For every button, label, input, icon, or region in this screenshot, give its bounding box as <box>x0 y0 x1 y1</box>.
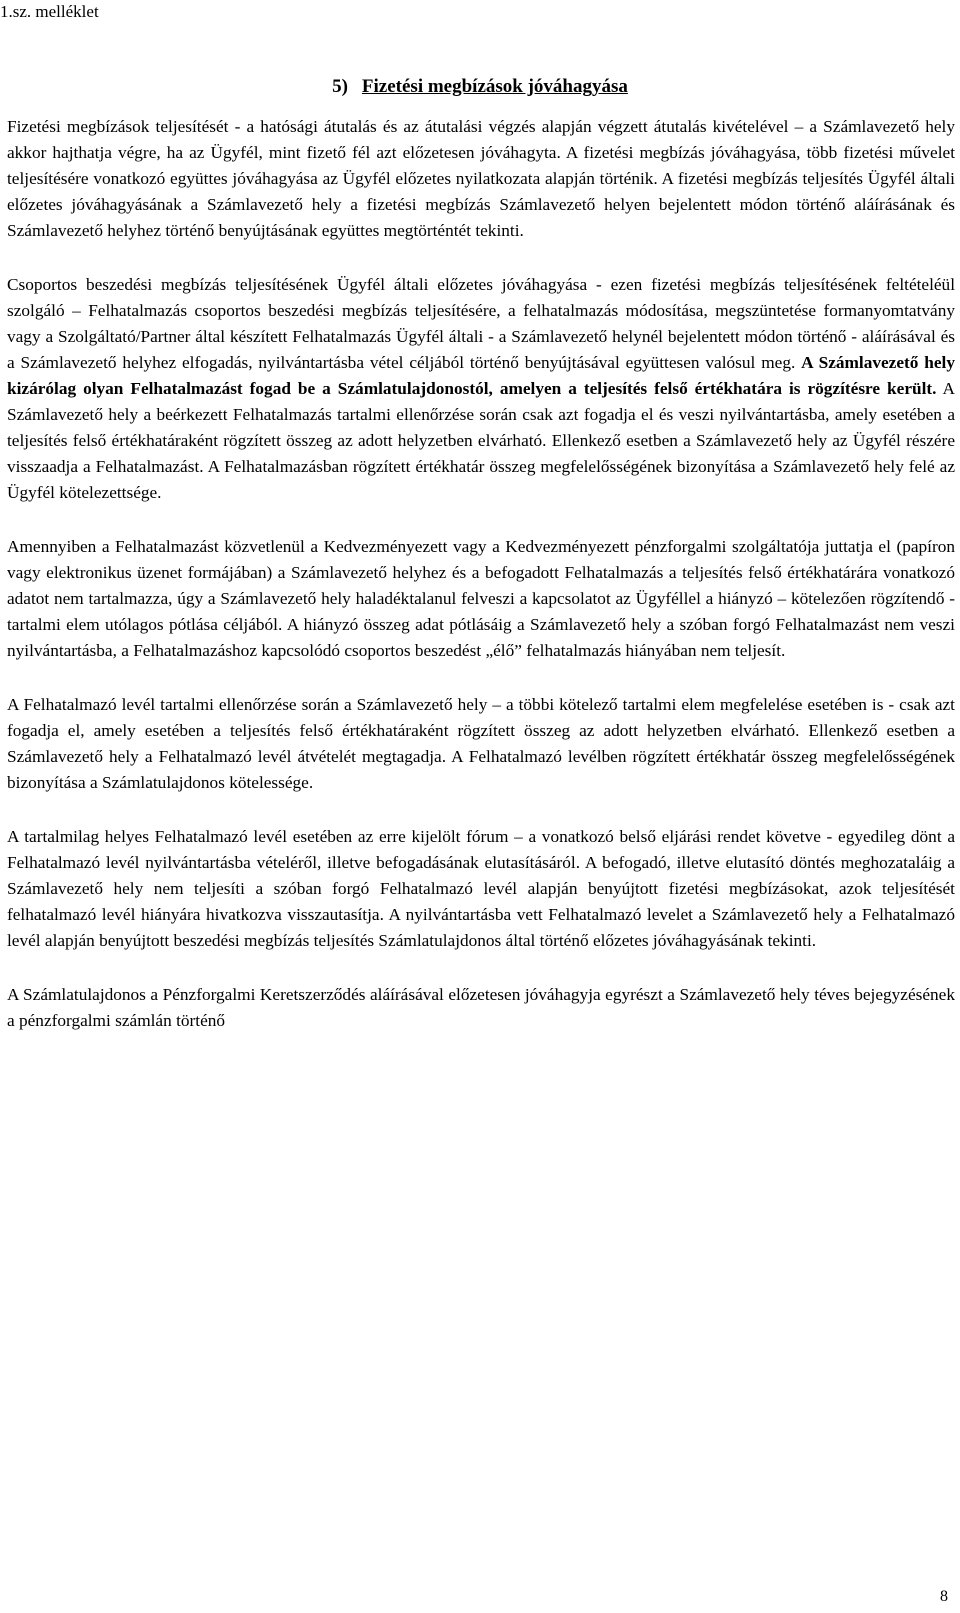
header-note: 1.sz. melléklet <box>0 2 99 21</box>
paragraph-framework-agreement <box>7 982 955 1034</box>
paragraph-beneficiary-authorization <box>7 534 955 664</box>
paragraph-text: Csoportos beszedési megbízás teljesítésének Ügyfél általi előzetes jóváhagyása - ezen fizetési megbízás teljesítésének feltételéül szolgáló – Felhatalmazás csoportos beszedési megbízás teljesítésére, a felhatalmazás módosítása, megszüntetése formanyomtatvány vagy a Szolgáltató/Partner által készített Felhatalmazás Ügyfél általi - a Számlavezető helynél bejelentett módon történő - aláírásával és a Számlavezető helyhez elfogadás, nyilvántartásba vétel céljából történő benyújtásával együttesen valósul meg. <box>7 275 955 372</box>
section-title <box>0 75 960 99</box>
paragraph-text: A Számlatulajdonos a Pénzforgalmi Keretszerződés aláírásával előzetesen jóváhagyja egyrészt a Számlavezető hely téves bejegyzésének a pénzforgalmi számlán történő <box>7 985 955 1030</box>
document-body <box>7 114 955 1062</box>
paragraph-text: A tartalmilag helyes Felhatalmazó levél esetében az erre kijelölt fórum – a vonatkozó belső eljárási rendet követve - egyedileg dönt a Felhatalmazó levél nyilvántartásba vételéről, illetve befogadásának elutasításáról. A befogadó, illetve elutasító döntés meghozataláig a Számlavezető hely nem teljesíti a szóban forgó Felhatalmazó levél alapján benyújtott fizetési megbízásokat, azok teljesítését felhatalmazó levél hiányára hivatkozva visszautasítja. A nyilvántartásba vett Felhatalmazó levelet a Számlavezető hely a Felhatalmazó levél alapján benyújtott beszedési megbízás teljesítés Számlatulajdonos által történő előzetes jóváhagyásának tekinti. <box>7 827 955 950</box>
paragraph-text-continued: A Számlavezető hely a beérkezett Felhatalmazás tartalmi ellenőrzése során csak azt fogadja el és veszi nyilvántartásba, amely esetében a teljesítés felső értékhatáraként rögzített összeg az adott helyzetben elvárható. Ellenkező esetben a Számlavezető hely az Ügyfél részére visszaadja a Felhatalmazást. A Felhatalmazásban rögzített értékhatár összeg megfelelősségének bizonyítása a Számlavezető hely felé az Ügyfél kötelezettsége. <box>7 379 955 502</box>
section-title-text: Fizetési megbízások jóváhagyása <box>361 76 628 97</box>
paragraph-authorization-letter-check <box>7 692 955 796</box>
paragraph-text: Fizetési megbízások teljesítését - a hatósági átutalás és az átutalási végzés alapján végzett átutalás kivételével – a Számlavezető hely akkor hajthatja végre, ha az Ügyfél, mint fizető fél azt előzetesen jóváhagyta. A fizetési megbízás jóváhagyása, több fizetési művelet teljesítésére vonatkozó együttes jóváhagyása az Ügyfél előzetes nyilatkozata alapján történik. A fizetési megbízás teljesítés Ügyfél általi előzetes jóváhagyásának a Számlavezető hely a fizetési megbízás Számlavezető helyen bejelentett módon történő aláírásának és Számlavezető helyhez történő benyújtásának együttes megtörténtét tekinti. <box>7 117 955 240</box>
paragraph-authorization-letter-decision <box>7 824 955 954</box>
paragraph-text: A Felhatalmazó levél tartalmi ellenőrzése során a Számlavezető hely – a többi kötelező tartalmi elem megfelelése esetében is - csak azt fogadja el, amely esetében a teljesítés felső értékhatáraként rögzített összeg az adott helyzetben elvárható. Ellenkező esetben a Számlavezető hely a Felhatalmazó levél átvételét megtagadja. A Felhatalmazó levélben rögzített értékhatár összeg megfelelősségének bizonyítása a Számlatulajdonos kötelessége. <box>7 695 955 792</box>
paragraph-text: Amennyiben a Felhatalmazást közvetlenül a Kedvezményezett vagy a Kedvezményezett pénzforgalmi szolgáltatója juttatja el (papíron vagy elektronikus üzenet formájában) a Számlavezető helyhez és a befogadott Felhatalmazás a teljesítés felső értékhatárára vonatkozó adatot nem tartalmazza, úgy a Számlavezető hely haladéktalanul felveszi a kapcsolatot az Ügyféllel a hiányzó – kötelezően rögzítendő - tartalmi elem utólagos pótlása céljából. A hiányzó összeg adat pótlásáig a Számlavezető hely a szóban forgó Felhatalmazást nem veszi nyilvántartásba, a Felhatalmazáshoz kapcsolódó csoportos beszedést „élő” felhatalmazás hiányában nem teljesít. <box>7 537 955 660</box>
paragraph-approval-general <box>7 114 955 244</box>
section-number: 5) <box>332 76 348 97</box>
page-number: 8 <box>940 1588 948 1605</box>
paragraph-group-collection <box>7 272 955 506</box>
paragraph-bold-text: A Számlavezető hely kizárólag olyan Felhatalmazást fogad be a Számlatulajdonostól, amelyen a teljesítés felső értékhatára is rögzítésre került. <box>7 353 955 398</box>
